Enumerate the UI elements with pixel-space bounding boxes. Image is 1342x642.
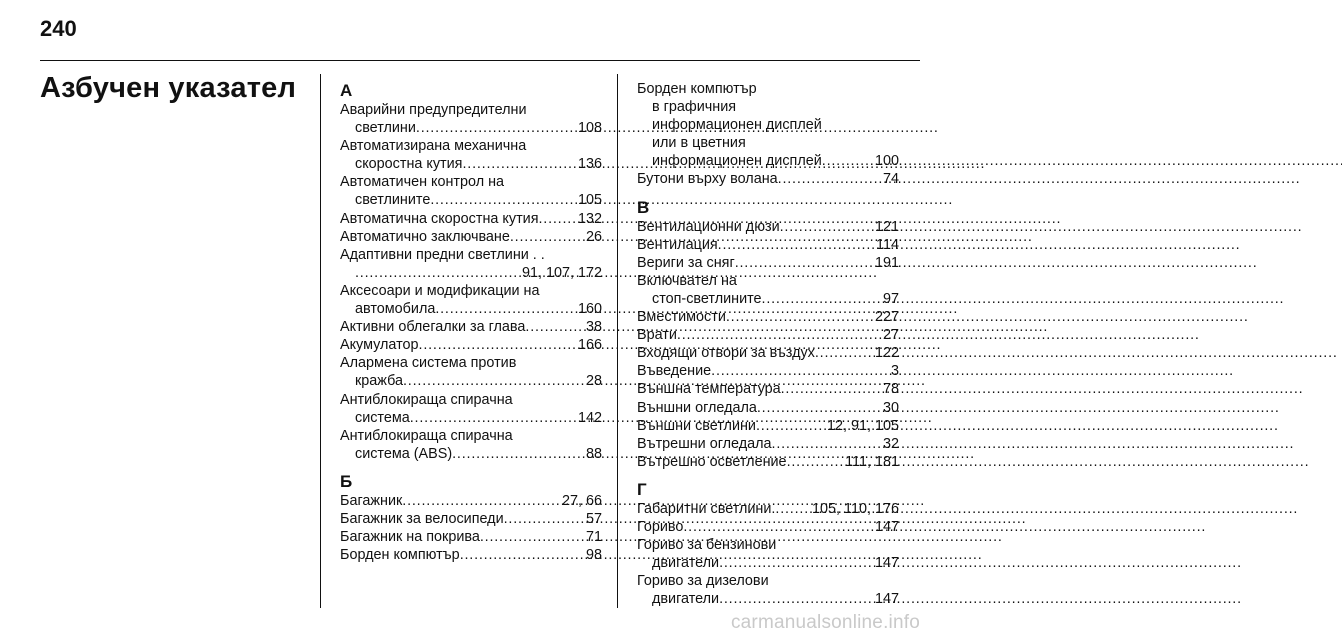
index-page-ref: 147 bbox=[874, 518, 899, 535]
page-number: 240 bbox=[40, 16, 77, 41]
leader-dots bbox=[718, 236, 874, 254]
index-entry-text: информационен дисплей bbox=[652, 153, 822, 170]
leader-dots bbox=[525, 318, 584, 336]
index-page-ref: 108 bbox=[577, 120, 602, 137]
leader-dots bbox=[435, 300, 576, 318]
index-entry bbox=[340, 318, 602, 336]
index-page-ref: 91, 107, 172 bbox=[521, 264, 602, 281]
index-entry bbox=[340, 210, 602, 228]
index-entry-text: Акумулатор bbox=[340, 337, 419, 354]
leader-dots bbox=[775, 500, 810, 518]
index-entry-text: Гориво за бензинови bbox=[637, 537, 777, 554]
index-page-ref: 227 bbox=[874, 309, 899, 326]
section-title: Азбучен указател bbox=[40, 72, 297, 104]
index-entry-text: Вериги за сняг bbox=[637, 254, 735, 271]
index-page-ref: 27, 66 bbox=[561, 492, 602, 509]
index-entry-text: в графичния bbox=[652, 99, 737, 116]
index-entry-text: Автоматичен контрол на bbox=[340, 174, 505, 191]
index-entry-text: Включвател на bbox=[637, 272, 737, 289]
index-page-ref: 147 bbox=[874, 591, 899, 608]
index-entry-text: светлините bbox=[355, 192, 431, 209]
index-page-ref: 136 bbox=[577, 156, 602, 173]
leader-dots bbox=[462, 155, 576, 173]
index-entry bbox=[637, 417, 899, 435]
leader-dots bbox=[787, 453, 844, 471]
index-page-ref: 122 bbox=[874, 345, 899, 362]
index-entry-text: система bbox=[355, 409, 410, 426]
index-entry bbox=[637, 380, 899, 398]
leader-dots bbox=[711, 362, 889, 380]
index-entry-text: Бутони върху волана bbox=[637, 171, 778, 188]
index-entry-text: двигатели bbox=[652, 591, 720, 608]
index-entry bbox=[637, 254, 899, 272]
index-entry-text: Гориво за дизелови bbox=[637, 573, 769, 590]
index-page-ref: 78 bbox=[882, 381, 899, 398]
leader-dots bbox=[822, 152, 873, 170]
index-page-ref: 114 bbox=[876, 236, 899, 253]
index-column-1 bbox=[340, 80, 602, 564]
index-page-ref: 121 bbox=[874, 218, 899, 235]
index-page-ref: 28 bbox=[585, 373, 602, 390]
index-entry bbox=[637, 326, 899, 344]
index-entry-text: Багажник на покрива bbox=[340, 529, 480, 546]
leader-dots bbox=[780, 218, 873, 236]
index-entry bbox=[637, 362, 899, 380]
index-page-ref: 38 bbox=[585, 319, 602, 336]
index-page-ref: 57 bbox=[585, 510, 602, 527]
index-entry-text: система (ABS) bbox=[355, 445, 453, 462]
index-entry bbox=[637, 518, 899, 536]
index-entry bbox=[637, 399, 899, 417]
index-entry bbox=[637, 453, 899, 471]
index-page-ref: 30 bbox=[882, 399, 899, 416]
index-entry-text: Автоматично заключване bbox=[340, 228, 510, 245]
index-letter: Г bbox=[637, 479, 647, 499]
index-entry-text: Вътрешни огледала bbox=[637, 435, 772, 452]
index-entry-text: Външни светлини bbox=[637, 417, 756, 434]
leader-dots bbox=[781, 380, 881, 398]
leader-dots bbox=[677, 326, 881, 344]
index-page-ref: 191 bbox=[874, 254, 899, 271]
leader-dots bbox=[772, 435, 881, 453]
index-entry bbox=[340, 246, 602, 282]
leader-dots bbox=[762, 290, 881, 308]
index-entry-text: Гориво bbox=[637, 518, 684, 535]
leader-dots bbox=[410, 409, 576, 427]
header-rule bbox=[40, 60, 920, 61]
index-page-ref: 88 bbox=[585, 445, 602, 462]
index-page-ref: 71 bbox=[585, 529, 602, 546]
index-entry-text: скоростна кутия bbox=[355, 156, 463, 173]
index-entry-text: светлини bbox=[355, 120, 416, 137]
leader-dots bbox=[683, 518, 873, 536]
index-entry-text: двигатели bbox=[652, 555, 720, 572]
index-entry-text: Аксесоари и модификации на bbox=[340, 282, 540, 299]
index-entry bbox=[637, 344, 899, 362]
index-page-ref: 26 bbox=[585, 228, 602, 245]
index-entry-text: Вентилация bbox=[637, 236, 718, 253]
index-entry bbox=[340, 427, 602, 463]
watermark: carmanualsonline.info bbox=[730, 612, 920, 633]
index-entry-text: Външна температура bbox=[637, 381, 781, 398]
leader-dots bbox=[815, 344, 873, 362]
leader-dots bbox=[778, 170, 881, 188]
index-entry-text: Багажник за велосипеди bbox=[340, 510, 504, 527]
index-entry-text: Борден компютър bbox=[340, 547, 460, 564]
index-entry-text: Вместимости bbox=[637, 309, 726, 326]
index-entry-text: информационен дисплей bbox=[652, 117, 822, 134]
index-entry-text: Въведение bbox=[637, 363, 712, 380]
index-entry bbox=[637, 218, 899, 236]
leader-dots bbox=[460, 546, 584, 564]
leader-dots bbox=[480, 528, 584, 546]
index-entry bbox=[637, 500, 899, 518]
leader-dots bbox=[416, 119, 576, 137]
index-column-2 bbox=[637, 80, 899, 608]
index-entry-text: автомобила bbox=[355, 301, 436, 318]
index-entry-text: Входящи отвори за въздух bbox=[637, 345, 815, 362]
index-entry-text: Активни облегалки за глава bbox=[340, 319, 526, 336]
index-entry bbox=[340, 510, 602, 528]
index-entry-text: Антиблокираща спирачна bbox=[340, 427, 513, 444]
index-page-ref: 12, 91, 105 bbox=[826, 417, 899, 434]
index-entry-text: Алармена система против bbox=[340, 355, 517, 372]
index-page-ref: 105 bbox=[577, 192, 602, 209]
index-entry bbox=[340, 354, 602, 390]
index-entry bbox=[637, 308, 899, 326]
leader-dots bbox=[355, 264, 520, 282]
index-letter: В bbox=[637, 197, 650, 217]
leader-dots bbox=[726, 308, 873, 326]
index-entry bbox=[637, 272, 899, 308]
index-entry-text: Вътрешно осветление bbox=[637, 453, 787, 470]
index-page-ref: 100 bbox=[874, 153, 899, 170]
index-entry bbox=[340, 228, 602, 246]
index-entry-text: Антиблокираща спирачна bbox=[340, 391, 513, 408]
index-entry bbox=[340, 282, 602, 318]
index-page-ref: 166 bbox=[577, 337, 602, 354]
index-entry bbox=[340, 492, 602, 510]
index-entry-text: Автоматична скоростна кутия bbox=[340, 210, 539, 227]
index-entry bbox=[637, 536, 899, 572]
index-page-ref: 32 bbox=[882, 435, 899, 452]
leader-dots bbox=[719, 554, 873, 572]
index-entry bbox=[637, 80, 899, 170]
index-entry bbox=[340, 137, 602, 173]
leader-dots bbox=[510, 228, 584, 246]
index-entry-text: Габаритни светлини. bbox=[637, 500, 776, 517]
leader-dots bbox=[504, 510, 584, 528]
index-entry-text: Аварийни предупредителни bbox=[340, 102, 527, 118]
index-entry-text: или в цветния bbox=[652, 135, 746, 152]
column-divider-left bbox=[320, 74, 321, 608]
index-entry bbox=[340, 101, 602, 137]
index-page-ref: 97 bbox=[882, 290, 899, 307]
index-entry-text: Врати bbox=[637, 327, 677, 344]
index-entry bbox=[340, 336, 602, 354]
index-page-ref: 111, 181 bbox=[845, 453, 899, 470]
index-entry-text: Багажник bbox=[340, 492, 403, 509]
index-entry-text: Борден компютър bbox=[637, 81, 757, 97]
leader-dots bbox=[403, 372, 584, 390]
index-entry bbox=[340, 173, 602, 209]
index-entry-text: Външни огледала bbox=[637, 399, 757, 416]
index-page-ref: 147 bbox=[874, 555, 899, 572]
index-letter: А bbox=[340, 81, 353, 100]
leader-dots bbox=[735, 254, 873, 272]
index-page-ref: 160 bbox=[577, 301, 602, 318]
index-entry-text: Автоматизирана механична bbox=[340, 138, 527, 155]
index-entry bbox=[637, 572, 899, 608]
leader-dots bbox=[430, 191, 576, 209]
index-entry-text: кражба bbox=[355, 373, 404, 390]
leader-dots bbox=[452, 445, 584, 463]
leader-dots bbox=[756, 417, 825, 435]
index-page-ref: 3 bbox=[890, 363, 899, 380]
index-entry-text: Вентилационни дюзи bbox=[637, 218, 780, 235]
index-page-ref: 105, 110, 176 bbox=[812, 500, 899, 517]
index-entry bbox=[340, 528, 602, 546]
index-entry-text: стоп-светлините bbox=[652, 290, 762, 307]
index-entry-text: Адаптивни предни светлини . . bbox=[340, 246, 545, 263]
index-entry bbox=[340, 391, 602, 427]
index-entry bbox=[637, 170, 899, 188]
leader-dots bbox=[719, 590, 873, 608]
index-letter: Б bbox=[340, 471, 353, 491]
leader-dots bbox=[402, 492, 560, 510]
index-page-ref: 142 bbox=[577, 409, 602, 426]
leader-dots bbox=[539, 210, 576, 228]
index-entry bbox=[340, 546, 602, 564]
index-page-ref: 98 bbox=[585, 547, 602, 564]
index-entry bbox=[637, 236, 899, 254]
index-page-ref: 27 bbox=[882, 327, 899, 344]
index-page-ref: 74 bbox=[882, 171, 899, 188]
index-page-ref: 132 bbox=[577, 210, 602, 227]
leader-dots bbox=[419, 336, 576, 354]
index-entry bbox=[637, 435, 899, 453]
leader-dots bbox=[757, 399, 881, 417]
